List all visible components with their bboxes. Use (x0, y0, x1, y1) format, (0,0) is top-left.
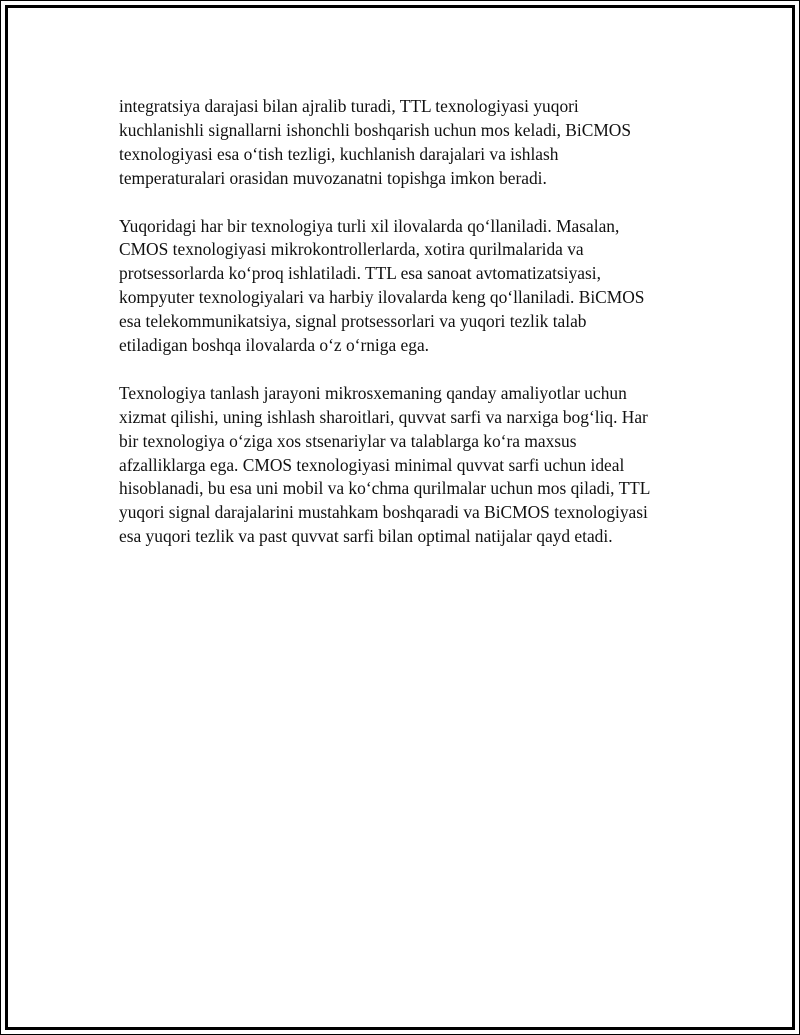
text-line: hisoblanadi, bu esa uni mobil va ko‘chma qurilmalar uchun mos qiladi, TTL (119, 478, 651, 499)
text-line: kuchlanishli signallarni ishonchli boshqarish uchun mos keladi, BiCMOS (119, 119, 632, 140)
text-line: esa telekommunikatsiya, signal protsessorlari va yuqori tezlik talab (119, 311, 587, 332)
text-line: afzalliklarga ega. CMOS texnologiyasi minimal quvvat sarfi uchun ideal (119, 454, 625, 475)
text-line: protsessorlarda ko‘proq ishlatiladi. TTL esa sanoat avtomatizatsiyasi, (119, 263, 601, 284)
document-body (119, 95, 719, 573)
text-line: esa yuqori tezlik va past quvvat sarfi bilan optimal natijalar qayd etadi. (119, 526, 613, 547)
paragraph-applications (119, 215, 719, 358)
paragraph-integration-summary (119, 95, 719, 191)
text-line: CMOS texnologiyasi mikrokontrollerlarda, xotira qurilmalarida va (119, 239, 584, 260)
text-line: texnologiyasi esa o‘tish tezligi, kuchlanish darajalari va ishlash (119, 143, 559, 164)
text-line: etiladigan boshqa ilovalarda o‘z o‘rniga ega. (119, 335, 430, 356)
text-line: Yuqoridagi har bir texnologiya turli xil ilovalarda qo‘llaniladi. Masalan, (119, 215, 620, 236)
paragraph-technology-selection (119, 382, 719, 549)
text-line: temperaturalari orasidan muvozanatni topishga imkon beradi. (119, 167, 547, 188)
text-line: xizmat qilishi, uning ishlash sharoitlari, quvvat sarfi va narxiga bog‘liq. Har (119, 406, 648, 427)
text-line: integratsiya darajasi bilan ajralib turadi, TTL texnologiyasi yuqori (119, 96, 579, 116)
text-line: kompyuter texnologiyalari va harbiy ilovalarda keng qo‘llaniladi. BiCMOS (119, 287, 645, 308)
text-line: bir texnologiya o‘ziga xos stsenariylar va talablarga ko‘ra maxsus (119, 430, 577, 451)
text-line: yuqori signal darajalarini mustahkam boshqaradi va BiCMOS texnologiyasi (119, 502, 648, 523)
text-line: Texnologiya tanlash jarayoni mikrosxemaning qanday amaliyotlar uchun (119, 382, 627, 403)
